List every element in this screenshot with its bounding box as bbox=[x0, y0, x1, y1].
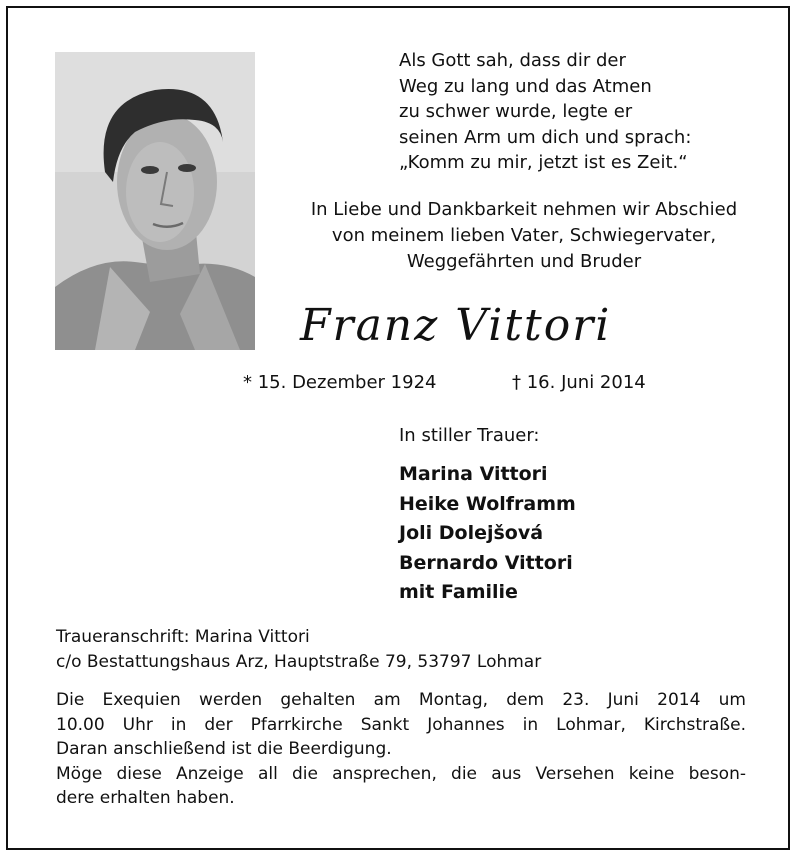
mourner-name: Bernardo Vittori bbox=[399, 551, 573, 574]
farewell-line: In Liebe und Dankbarkeit nehmen wir Abschied bbox=[310, 199, 738, 220]
mourner-name: mit Familie bbox=[399, 581, 518, 603]
farewell-text bbox=[262, 197, 786, 275]
mourner-name: Joli Dolejšová bbox=[399, 522, 544, 544]
notice-line: 10.00 Uhr in der Pfarrkirche Sankt Johannes in Lohmar, Kirchstraße. bbox=[56, 714, 746, 735]
address-line: Traueranschrift: Marina Vittori bbox=[56, 627, 310, 647]
poem-line: Als Gott sah, dass dir der bbox=[399, 50, 626, 71]
address-line: c/o Bestattungshaus Arz, Hauptstraße 79, 53797 Lohmar bbox=[56, 652, 542, 672]
notice-line: dere erhalten haben. bbox=[56, 788, 235, 808]
notice-line: Möge diese Anzeige all die ansprechen, die aus Versehen keine beson- bbox=[56, 763, 746, 784]
death-date: † 16. Juni 2014 bbox=[512, 372, 646, 393]
portrait-image bbox=[55, 52, 255, 350]
mourner-name: Heike Wolframm bbox=[399, 492, 576, 515]
deceased-name: Franz Vittori bbox=[300, 300, 612, 351]
farewell-line: von meinem lieben Vater, Schwiegervater, bbox=[331, 225, 717, 246]
birth-date: * 15. Dezember 1924 bbox=[243, 372, 437, 393]
poem bbox=[399, 48, 691, 176]
notice-line: Daran anschließend ist die Beerdigung. bbox=[56, 739, 392, 759]
mourning-label: In stiller Trauer: bbox=[399, 425, 540, 446]
farewell-line: Weggefährten und Bruder bbox=[406, 251, 642, 272]
portrait-photo bbox=[55, 52, 255, 350]
mourners-list bbox=[399, 460, 576, 608]
poem-line: zu schwer wurde, legte er bbox=[399, 101, 633, 122]
poem-line: seinen Arm um dich und sprach: bbox=[399, 126, 692, 148]
mourner-name: Marina Vittori bbox=[399, 463, 548, 485]
mourning-address bbox=[56, 625, 541, 675]
poem-line: Weg zu lang und das Atmen bbox=[399, 75, 652, 97]
poem-line: „Komm zu mir, jetzt ist es Zeit.“ bbox=[399, 152, 688, 173]
funeral-notice bbox=[56, 688, 746, 811]
notice-line: Die Exequien werden gehalten am Montag, dem 23. Juni 2014 um bbox=[56, 690, 746, 710]
